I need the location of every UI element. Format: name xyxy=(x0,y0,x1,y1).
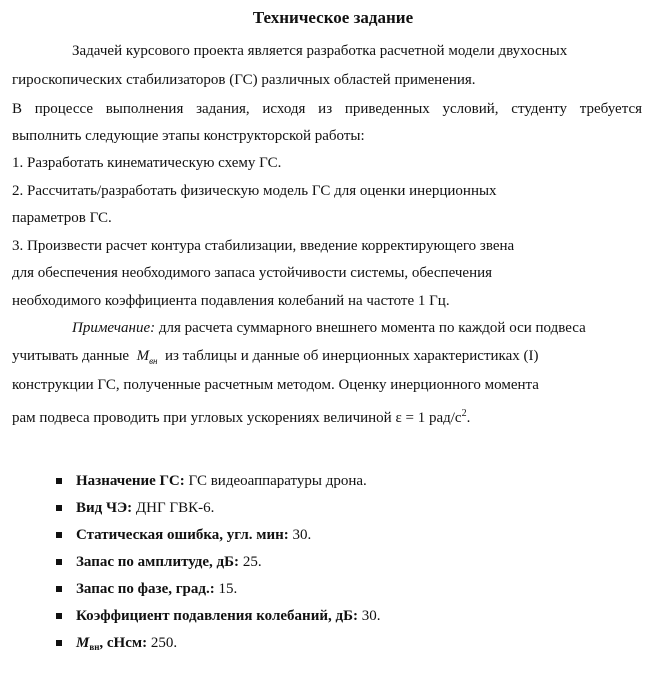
note-line1 xyxy=(72,319,586,337)
note-line4-post: . xyxy=(466,410,471,426)
note-line2-post: из таблицы и данные об инерционных характеристиках (I) xyxy=(161,348,539,364)
bullet-value: ГС видеоаппаратуры дрона. xyxy=(184,473,367,489)
note-line2 xyxy=(12,347,538,370)
parameters-list xyxy=(56,472,380,661)
paragraph2-line1: В процессе выполнения задания, исходя из приведенных условий, студенту требуется xyxy=(12,101,642,117)
document-title: Техническое задание xyxy=(252,8,414,27)
bullet-label: Запас по фазе, град.: xyxy=(76,581,215,597)
bullet-label: Вид ЧЭ: xyxy=(76,500,133,516)
note-line2-pre: учитывать данные xyxy=(12,348,133,364)
bullet-value: 250. xyxy=(147,635,178,651)
list-item xyxy=(56,499,380,526)
step-3-line2: для обеспечения необходимого запаса устойчивости системы, обеспечения xyxy=(12,265,493,281)
bullet-value: 25. xyxy=(239,554,262,570)
bullet-label: , сНсм: xyxy=(99,635,148,651)
note-label: Примечание: xyxy=(72,320,156,336)
step-3-line1: 3. Произвести расчет контура стабилизации, введение корректирующего звена xyxy=(12,238,515,254)
note-symbol-sub: вн xyxy=(149,356,158,366)
bullet-symbol-sub: вн xyxy=(89,642,100,652)
bullet-label: Назначение ГС: xyxy=(76,473,185,489)
bullet-value: 30. xyxy=(288,527,312,543)
paragraph1-line2: гироскопических стабилизаторов (ГС) различных областей применения. xyxy=(12,72,476,88)
step-2-line1: 2. Рассчитать/разработать физическую модель ГС для оценки инерционных xyxy=(12,183,497,199)
list-item xyxy=(56,526,380,553)
bullet-label: Коэффициент подавления колебаний, дБ: xyxy=(76,608,358,624)
note-line4-sup: 2 xyxy=(461,408,467,419)
bullet-value: ДНГ ГВК-6. xyxy=(132,500,215,516)
note-symbol-m: M xyxy=(136,348,150,364)
step-3-line3: необходимого коэффициента подавления колебаний на частоте 1 Гц. xyxy=(12,293,450,309)
list-item xyxy=(56,634,380,661)
list-item xyxy=(56,472,380,499)
note-line3: конструкции ГС, полученные расчетным методом. Оценку инерционного момента xyxy=(12,377,539,393)
bullet-label: Статическая ошибка, угл. мин: xyxy=(76,527,289,543)
bullet-value: 30. xyxy=(357,608,381,624)
paragraph1-line1: Задачей курсового проекта является разработка расчетной модели двухосных xyxy=(72,43,568,59)
bullet-value: 15. xyxy=(214,581,238,597)
bullet-label: Запас по амплитуде, дБ: xyxy=(76,554,240,570)
note-line4 xyxy=(12,405,470,427)
bullet-symbol-m: M xyxy=(76,635,90,651)
step-1: 1. Разработать кинематическую схему ГС. xyxy=(12,155,282,171)
list-item xyxy=(56,553,380,580)
step-2-line2: параметров ГС. xyxy=(12,210,112,226)
note-line4-text: рам подвеса проводить при угловых ускорениях величиной ε = 1 рад/с xyxy=(12,410,462,426)
list-item xyxy=(56,607,380,634)
note-line1-text: для расчета суммарного внешнего момента по каждой оси подвеса xyxy=(155,320,586,336)
paragraph2-line2: выполнить следующие этапы конструкторской работы: xyxy=(12,128,365,144)
list-item xyxy=(56,580,380,607)
